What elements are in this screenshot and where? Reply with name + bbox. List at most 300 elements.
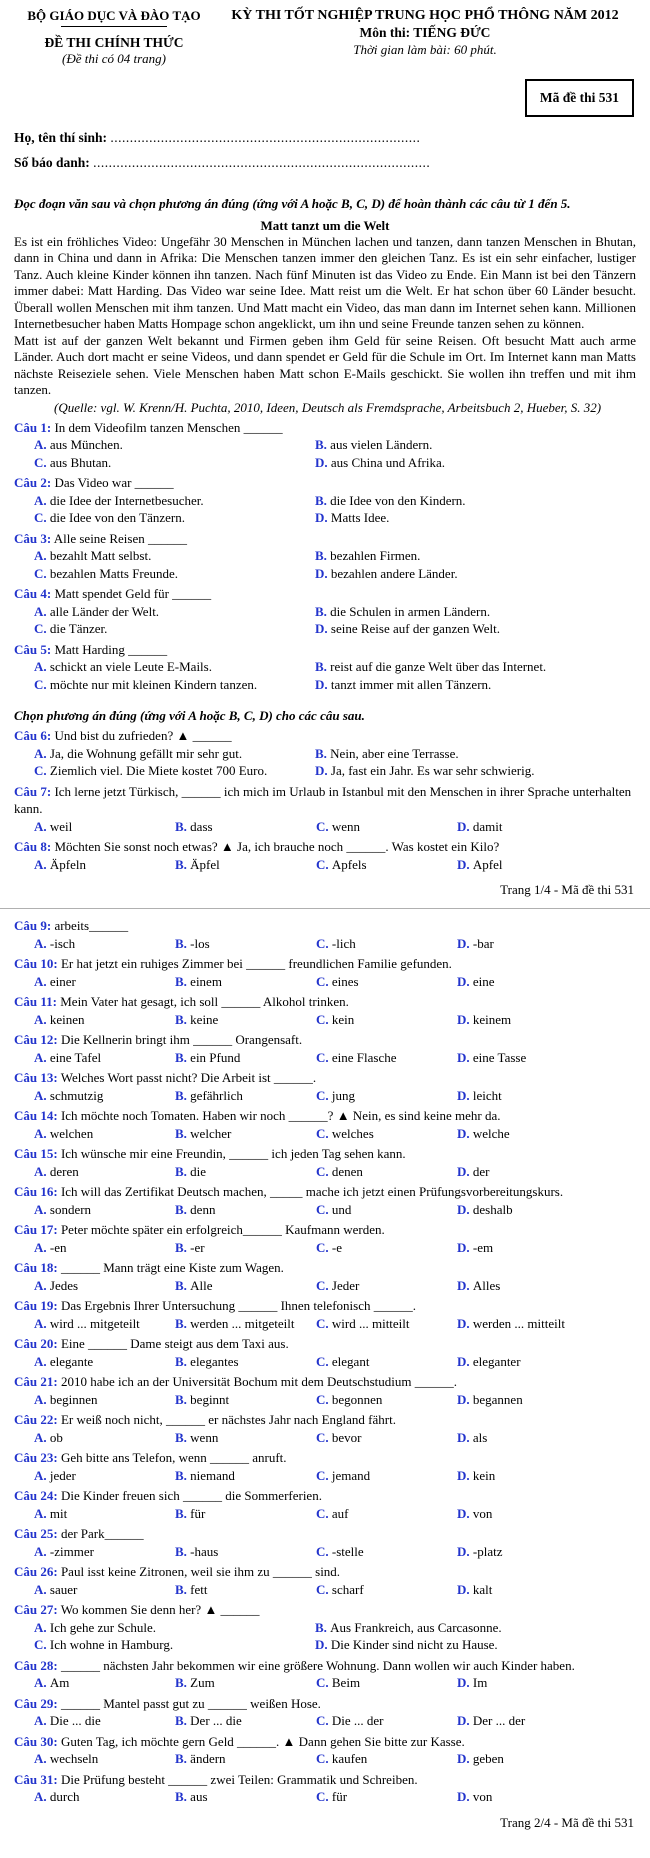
option: [175, 1750, 316, 1768]
exam-code-row: [14, 79, 636, 117]
option-letter: D.: [457, 1429, 473, 1445]
option-letter: D.: [457, 1315, 473, 1331]
option: [34, 547, 315, 565]
candidate-number-line: [14, 154, 636, 172]
option-text: eine Tafel: [49, 1049, 102, 1065]
question: [14, 727, 636, 780]
options: [34, 1750, 636, 1768]
option: [175, 818, 316, 836]
option-letter: A.: [34, 1429, 50, 1445]
option-text: seine Reise auf der ganzen Welt.: [330, 621, 500, 636]
exam-code-box: Mã đề thi 531: [525, 79, 634, 117]
question-label: Câu 29:: [14, 1695, 58, 1711]
passage-paragraph-2: Matt ist auf der ganzen Welt bekannt und Firmen geben ihm Geld für seine Reisen. Oft besucht Matt auch arme Länder. Auch dort macht er seine Videos, und dann spendet er Geld für die Schule im Ort. Im Internet kann man Matts nächste Reiseziele sehen. Viele Menschen haben Matt schon E-Mails geschickt. Sie wollen ihn treffen und mit ihm tanzen.: [14, 332, 636, 397]
option: [175, 1391, 316, 1409]
option-text: als: [472, 1429, 488, 1445]
option-text: bezahlt Matt selbst.: [49, 548, 152, 563]
option-letter: A.: [34, 603, 50, 619]
option-letter: B.: [175, 1353, 191, 1369]
option-text: Jedes: [49, 1277, 79, 1293]
question-label: Câu 3:: [14, 530, 52, 546]
option-letter: B.: [175, 1049, 191, 1065]
option-text: keinem: [472, 1011, 512, 1027]
option-text: alle Länder der Welt.: [49, 603, 160, 619]
question: [14, 955, 636, 990]
option: [316, 1543, 457, 1561]
option: [457, 1505, 636, 1523]
option-letter: D.: [457, 1049, 473, 1065]
question-text: ______ Mann trägt eine Kiste zum Wagen.: [57, 1260, 284, 1275]
option-letter: B.: [175, 1429, 191, 1445]
option-letter: D.: [457, 1239, 473, 1255]
option-text: Nein, aber eine Terrasse.: [330, 745, 459, 761]
option-text: elegante: [49, 1353, 94, 1369]
option-text: Alle: [190, 1277, 213, 1293]
option-text: -bar: [472, 935, 494, 951]
option-text: -em: [472, 1239, 494, 1255]
option-text: eine Tasse: [472, 1049, 527, 1065]
option: [34, 1505, 175, 1523]
option: [457, 1201, 636, 1219]
option-letter: D.: [457, 1789, 473, 1804]
options: [34, 1543, 636, 1561]
question-label: Câu 27:: [14, 1602, 58, 1617]
option: [316, 1201, 457, 1219]
question-text: Die Kellnerin bringt ihm ______ Orangensaft.: [57, 1032, 303, 1047]
question-label: Câu 22:: [14, 1412, 58, 1427]
option-text: Am: [49, 1675, 70, 1690]
option-text: Ziemlich viel. Die Miete kostet 700 Euro.: [49, 763, 268, 778]
option-text: leicht: [472, 1087, 502, 1103]
option-letter: C.: [316, 935, 332, 951]
question: [14, 1601, 636, 1654]
option-text: tanzt immer mit allen Tänzern.: [330, 676, 492, 692]
option-text: -stelle: [331, 1543, 364, 1559]
option: [457, 856, 636, 874]
option-text: kein: [472, 1467, 496, 1483]
option: [315, 565, 636, 583]
exam-subject: Môn thi: TIẾNG ĐỨC: [359, 25, 491, 40]
option-text: -isch: [49, 935, 76, 951]
question-text: Welches Wort passt nicht? Die Arbeit ist ______.: [57, 1070, 317, 1085]
option-letter: C.: [316, 1201, 332, 1217]
options: [34, 935, 636, 953]
option-letter: B.: [315, 548, 331, 563]
question-label: Câu 5:: [14, 641, 52, 657]
option-text: die Idee der Internetbesucher.: [49, 492, 204, 508]
options: [34, 1429, 636, 1447]
question-text: ______ Mantel passt gut zu ______ weißen Hose.: [57, 1695, 321, 1711]
option-text: wird ... mitteilt: [331, 1315, 410, 1331]
options: [34, 1201, 636, 1219]
ministry-underline: [61, 26, 167, 27]
option-text: denn: [190, 1201, 216, 1217]
question: [14, 1733, 636, 1768]
page1-footer: Trang 1/4 - Mã đề thi 531: [500, 882, 634, 897]
question-text: Mein Vater hat gesagt, ich soll ______ Alkohol trinken.: [56, 994, 349, 1009]
option-letter: D.: [457, 1277, 473, 1293]
option: [175, 1581, 316, 1599]
option-letter: A.: [34, 1201, 50, 1217]
option-text: ein Pfund: [190, 1049, 241, 1065]
question-stem: [14, 1563, 636, 1581]
option-text: Matts Idee.: [330, 510, 390, 525]
option-letter: A.: [34, 1087, 50, 1103]
option: [316, 1429, 457, 1447]
option: [34, 620, 315, 638]
option-text: auf: [331, 1505, 349, 1521]
option-text: für: [190, 1505, 206, 1521]
question-text: 2010 habe ich an der Universität Bochum mit dem Deutschstudium ______.: [57, 1374, 458, 1389]
option: [34, 1353, 175, 1371]
question: [14, 1771, 636, 1806]
question-stem: [14, 1031, 636, 1049]
option-text: deshalb: [472, 1201, 513, 1217]
option-letter: C.: [316, 1713, 332, 1728]
options: [34, 1087, 636, 1105]
option: [175, 1201, 316, 1219]
question-text: Peter möchte später ein erfolgreich______ Kaufmann werden.: [57, 1222, 385, 1237]
option: [457, 1581, 636, 1599]
question-label: Câu 15:: [14, 1146, 58, 1161]
option: [175, 1467, 316, 1485]
option-text: Ich wohne in Hamburg.: [49, 1637, 174, 1652]
option-letter: B.: [175, 1543, 191, 1559]
question-stem: [14, 838, 636, 856]
option: [34, 1674, 175, 1692]
question-text: Ich möchte noch Tomaten. Haben wir noch ______? ▲ Nein, es sind keine mehr da.: [57, 1108, 501, 1123]
option-text: kalt: [472, 1581, 493, 1597]
option-text: -er: [190, 1239, 205, 1255]
option: [34, 1011, 175, 1029]
question-label: Câu 24:: [14, 1488, 58, 1503]
question: [14, 1657, 636, 1692]
option: [316, 818, 457, 836]
option: [457, 1163, 636, 1181]
option-text: welcher: [190, 1125, 232, 1141]
option-text: bezahlen Firmen.: [330, 548, 421, 563]
question-stem: [14, 641, 636, 659]
option-letter: D.: [457, 1201, 473, 1217]
option-letter: A.: [34, 818, 50, 834]
option: [457, 1429, 636, 1447]
options: [34, 1581, 636, 1599]
option-text: -en: [49, 1239, 67, 1255]
option: [175, 1087, 316, 1105]
option: [34, 603, 315, 621]
option: [457, 1049, 636, 1067]
option: [315, 762, 636, 780]
option-letter: A.: [34, 659, 50, 674]
option: [34, 454, 315, 472]
question-label: Câu 4:: [14, 586, 52, 601]
option-letter: A.: [34, 1675, 50, 1690]
option: [457, 1391, 636, 1409]
option: [175, 1277, 316, 1295]
option-letter: C.: [316, 1543, 332, 1559]
options: [34, 1049, 636, 1067]
question-stem: [14, 1411, 636, 1429]
option-letter: B.: [315, 659, 331, 674]
question: [14, 474, 636, 527]
question: [14, 1221, 636, 1256]
candidate-number-dots: .......................................................................................: [93, 155, 431, 170]
option-letter: C.: [316, 1315, 332, 1331]
option: [315, 1619, 636, 1637]
question: [14, 783, 636, 836]
option: [316, 1125, 457, 1143]
option: [34, 1750, 175, 1768]
question-text: Möchten Sie sonst noch etwas? ▲ Ja, ich brauche noch ______. Was kostet ein Kilo?: [51, 839, 500, 854]
option-text: die Idee von den Kindern.: [330, 492, 466, 508]
option-text: einem: [190, 973, 222, 989]
question-stem: [14, 727, 636, 745]
option-text: -haus: [190, 1543, 219, 1559]
option-letter: D.: [457, 1751, 473, 1766]
option-text: damit: [472, 818, 503, 834]
options: [34, 603, 636, 638]
option-text: dass: [190, 818, 213, 834]
option: [315, 676, 636, 694]
question-text: Eine ______ Dame steigt aus dem Taxi aus.: [57, 1336, 289, 1351]
option-letter: D.: [457, 1713, 473, 1728]
option: [34, 818, 175, 836]
option-letter: A.: [34, 935, 50, 951]
option-text: schickt an viele Leute E-Mails.: [49, 659, 212, 674]
option-letter: C.: [316, 1429, 332, 1445]
candidate-name-label: Họ, tên thí sinh:: [14, 130, 111, 145]
option: [316, 935, 457, 953]
option-text: welches: [331, 1125, 374, 1141]
question-label: Câu 28:: [14, 1657, 58, 1673]
option: [316, 1011, 457, 1029]
question: [14, 1525, 636, 1560]
page-separator: [0, 908, 650, 909]
option-text: von: [472, 1505, 493, 1521]
option: [34, 1467, 175, 1485]
options: [34, 1315, 636, 1333]
question-text: Geh bitte ans Telefon, wenn ______ anruft.: [57, 1450, 287, 1465]
option: [457, 1011, 636, 1029]
option-text: Die ... der: [331, 1713, 384, 1728]
option-letter: B.: [175, 1277, 191, 1293]
option: [316, 1712, 457, 1730]
options: [34, 547, 636, 582]
option: [34, 492, 315, 510]
option-letter: D.: [315, 510, 331, 525]
question-stem: [14, 1145, 636, 1163]
option-letter: A.: [34, 1239, 50, 1255]
question: [14, 1411, 636, 1446]
options: [34, 818, 636, 836]
question-text: der Park______: [57, 1526, 144, 1541]
option: [316, 1505, 457, 1523]
question-stem: [14, 783, 636, 818]
option-letter: A.: [34, 1505, 50, 1521]
option-letter: A.: [34, 1543, 50, 1559]
option: [316, 1581, 457, 1599]
option-text: Apfel: [472, 856, 503, 872]
option-text: geben: [472, 1751, 504, 1766]
option: [175, 1049, 316, 1067]
question-text: Matt Harding ______: [51, 641, 168, 657]
option-text: wechseln: [49, 1751, 99, 1766]
option-letter: B.: [175, 1239, 191, 1255]
question-label: Câu 1:: [14, 419, 52, 435]
question-text: Guten Tag, ich möchte gern Geld ______. ▲ Dann gehen Sie bitte zur Kasse.: [57, 1733, 465, 1749]
document-header: [14, 8, 636, 67]
option-letter: C.: [34, 565, 50, 581]
option-letter: D.: [315, 763, 331, 778]
option-letter: B.: [315, 603, 331, 619]
candidate-name-dots: ................................................................................: [110, 130, 421, 145]
option-letter: A.: [34, 1277, 50, 1293]
passage-source: (Quelle: vgl. W. Krenn/H. Puchta, 2010, Ideen, Deutsch als Fremdsprache, Arbeitsbuch 2, Hueber, S. 32): [54, 399, 602, 415]
question-stem: [14, 1183, 636, 1201]
option: [457, 1277, 636, 1295]
question: [14, 1695, 636, 1730]
option-letter: B.: [315, 437, 331, 452]
option-text: mit: [49, 1505, 68, 1521]
option-letter: A.: [34, 1789, 50, 1804]
option-letter: C.: [316, 1239, 332, 1255]
question-label: Câu 26:: [14, 1564, 58, 1579]
option-letter: C.: [316, 1049, 332, 1065]
option: [315, 745, 636, 763]
question-text: Das Video war ______: [51, 475, 174, 490]
passage-paragraph-1: Es ist ein fröhliches Video: Ungefähr 30 Menschen in München lachen und tanzen, dann tanzen Menschen in Bhutan, dann in China und dann in Afrika: Die Menschen tanzen immer den gleichen Tanz. Es ist ein sehr einfacher, lustiger Tanz. Auch kleine Kinder können ihn tanzen. Nach fünf Minuten ist das Video zu Ende. Ein Mann ist bei den Tänzern immer dabei: Matt Harding. Das Video war seine Idee. Matt reist um die Welt. Er hat schon über 60 Länder besucht. Überall wollen Menschen mit ihm tanzen. Und Matt macht ein Video, das man dann im Internet sehen kann. Millionen Internetbesucher haben Matts Hompage schon angeklickt, um ihn und seine Freunde tanzen sehen zu können.: [14, 233, 636, 331]
option-letter: D.: [457, 1675, 473, 1690]
option: [34, 676, 315, 694]
option: [316, 1239, 457, 1257]
option-letter: B.: [315, 1619, 331, 1635]
option-letter: C.: [34, 763, 50, 778]
option: [315, 620, 636, 638]
options: [34, 1788, 636, 1806]
option-text: Alles: [472, 1277, 501, 1293]
option-letter: A.: [34, 1049, 50, 1065]
option-letter: B.: [175, 1467, 191, 1483]
option-text: -lich: [331, 935, 356, 951]
option-text: möchte nur mit kleinen Kindern tanzen.: [49, 676, 258, 692]
question: [14, 641, 636, 694]
question: [14, 530, 636, 583]
question-label: Câu 7:: [14, 783, 52, 799]
option-letter: C.: [34, 454, 50, 470]
option: [34, 1543, 175, 1561]
options: [34, 1239, 636, 1257]
option-letter: A.: [34, 548, 50, 563]
options: [34, 973, 636, 991]
option: [315, 547, 636, 565]
option: [315, 658, 636, 676]
option: [34, 436, 315, 454]
option-text: beginnt: [190, 1391, 230, 1407]
option: [34, 1049, 175, 1067]
option: [457, 818, 636, 836]
question-text: Alle seine Reisen ______: [51, 530, 187, 546]
option: [175, 935, 316, 953]
ministry-name: BỘ GIÁO DỤC VÀ ĐÀO TẠO: [27, 8, 201, 23]
option: [175, 973, 316, 991]
option-letter: A.: [34, 973, 50, 989]
candidate-fields: [14, 129, 636, 172]
question-text: Die Kinder freuen sich ______ die Sommerferien.: [57, 1488, 322, 1503]
option-text: die Schulen in armen Ländern.: [330, 603, 491, 619]
option-text: jung: [331, 1087, 356, 1103]
options: [34, 1125, 636, 1143]
options: [34, 658, 636, 693]
question-label: Câu 2:: [14, 475, 52, 490]
option-text: scharf: [331, 1581, 364, 1597]
question-label: Câu 11:: [14, 994, 57, 1009]
header-left-block: [14, 8, 214, 67]
options: [34, 1467, 636, 1485]
page2-questions: [14, 917, 636, 1806]
option-letter: A.: [34, 1467, 50, 1483]
option: [34, 1636, 315, 1654]
option-text: von: [472, 1789, 493, 1804]
option: [175, 1011, 316, 1029]
option: [316, 1049, 457, 1067]
option: [175, 1315, 316, 1333]
option-text: aus: [190, 1789, 208, 1804]
option-letter: A.: [34, 492, 50, 508]
option-text: Ich gehe zur Schule.: [49, 1619, 157, 1635]
option-letter: C.: [316, 1675, 332, 1690]
option: [34, 1315, 175, 1333]
question-label: Câu 19:: [14, 1298, 58, 1313]
options: [34, 1674, 636, 1692]
option-text: Der ... der: [472, 1713, 526, 1728]
option-letter: C.: [316, 1087, 332, 1103]
option: [34, 1391, 175, 1409]
option-letter: B.: [175, 818, 191, 834]
option-text: gefährlich: [190, 1087, 243, 1103]
question-stem: [14, 1525, 636, 1543]
option: [175, 1712, 316, 1730]
option-letter: B.: [175, 856, 191, 872]
option-letter: A.: [34, 1315, 50, 1331]
option-text: jemand: [331, 1467, 371, 1483]
candidate-number-label: Số báo danh:: [14, 155, 94, 170]
option: [457, 1750, 636, 1768]
option: [316, 1087, 457, 1105]
option-text: -los: [190, 935, 210, 951]
option-letter: B.: [175, 935, 191, 951]
option: [457, 1467, 636, 1485]
question-text: Paul isst keine Zitronen, weil sie ihm zu ______ sind.: [57, 1564, 341, 1579]
option-text: -zimmer: [49, 1543, 94, 1559]
options: [34, 1277, 636, 1295]
question: [14, 1297, 636, 1332]
option-text: keinen: [49, 1011, 85, 1027]
option-letter: C.: [316, 1751, 332, 1766]
question-stem: [14, 1449, 636, 1467]
option: [457, 935, 636, 953]
question: [14, 1563, 636, 1598]
option-letter: D.: [457, 1163, 473, 1179]
option-text: einer: [49, 973, 76, 989]
option: [34, 1581, 175, 1599]
option: [457, 1087, 636, 1105]
question: [14, 993, 636, 1028]
option-text: -e: [331, 1239, 342, 1255]
question-stem: [14, 1695, 636, 1713]
options: [34, 1011, 636, 1029]
question-stem: [14, 419, 636, 437]
option: [316, 1674, 457, 1692]
